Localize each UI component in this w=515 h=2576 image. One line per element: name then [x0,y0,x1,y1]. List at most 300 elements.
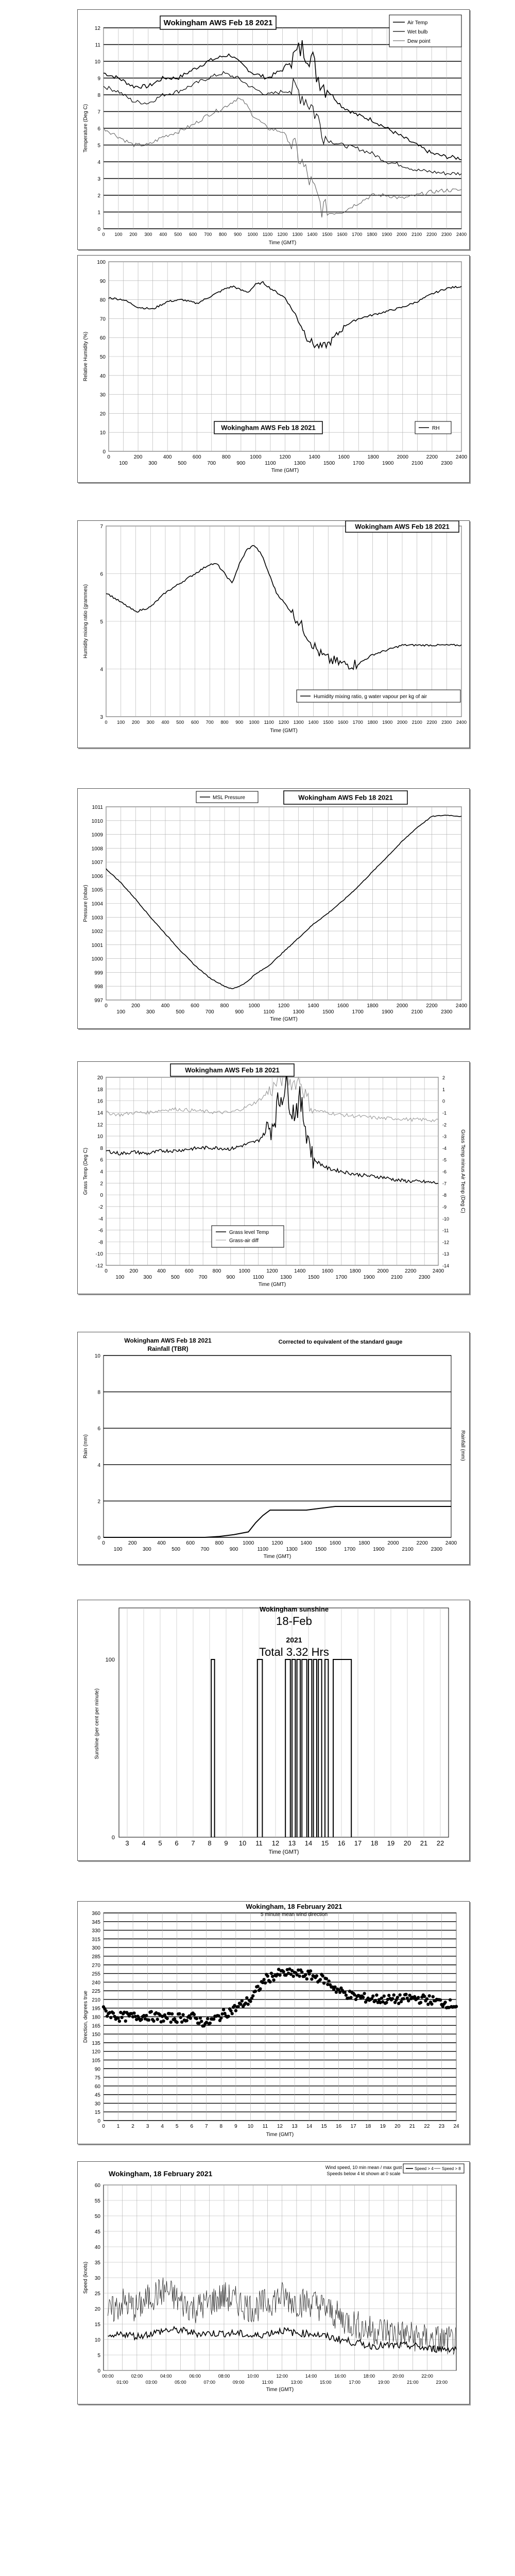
x-tick-label: 2400 [455,1003,468,1009]
chart-panel-wind-speed [77,2161,470,2404]
x-tick-label: 1700 [352,232,363,237]
x-tick-label: 17:00 [349,2380,360,2385]
y2-tick-label: -13 [442,1251,450,1257]
direction-point [121,2016,124,2019]
x-tick-label: 1500 [323,720,334,725]
direction-point [264,1981,267,1985]
x-tick-label: 12 [277,2124,283,2129]
x-tick-label: 400 [161,1003,170,1009]
x-tick-label: 10 [238,1839,247,1847]
y-axis-label: Rain (mm) [83,1434,89,1459]
y-tick-label: 270 [92,1962,100,1969]
x-tick-label: 18 [370,1839,379,1847]
y-tick-label: -8 [98,1240,103,1246]
direction-point [234,2009,237,2012]
x-tick-label: 800 [220,720,229,725]
x-tick-label: 21 [420,1839,428,1847]
x-tick-label: 2300 [441,720,452,725]
x-tick-label: 2300 [419,1275,431,1280]
x-tick-label: 23:00 [436,2380,448,2385]
x-tick-label: 2000 [397,454,408,460]
direction-point [383,1994,386,1997]
x-tick-label: 900 [226,1275,235,1280]
plot-border [119,1608,449,1837]
y-tick-label: 9 [97,76,100,82]
y-tick-label: 100 [97,260,106,265]
x-tick-label: 0 [102,2124,105,2129]
x-tick-label: 800 [219,232,227,237]
x-tick-label: 1700 [335,1275,347,1280]
chart-date: 18-Feb [276,1615,312,1628]
y-tick-label: 330 [92,1928,100,1934]
x-tick-label: 1600 [337,232,348,237]
y-tick-label: 0 [102,449,106,455]
x-tick-label: 2100 [411,1009,423,1015]
direction-point [199,2016,202,2020]
y2-tick-label: 0 [442,1098,445,1104]
x-tick-label: 600 [184,1268,194,1274]
y-axis-label: Sunshine (per cent per minute) [94,1688,100,1759]
chart-title: Wokingham AWS Feb 18 2021 [185,1066,280,1074]
x-tick-label: 1500 [308,1275,320,1280]
direction-point [105,2009,108,2012]
direction-point [398,1993,401,1996]
legend-label: Grass level Temp [229,1230,269,1235]
x-tick-label: 600 [191,720,199,725]
y-tick-label: -6 [98,1228,103,1234]
direction-point [222,2008,225,2011]
x-tick-label: 13 [288,1839,296,1847]
x-tick-label: 300 [146,720,154,725]
x-tick-label: 22 [436,1839,444,1847]
direction-point [169,2021,173,2024]
x-tick-label: 900 [235,720,244,725]
y-tick-label: 18 [97,1087,103,1093]
direction-point [170,2012,174,2015]
direction-point [145,2014,148,2017]
chart-panel-humidity [77,255,470,483]
y-tick-label: 2 [97,1499,100,1505]
x-tick-label: 600 [186,1540,195,1546]
direction-point [385,2001,388,2004]
x-tick-label: 100 [117,720,125,725]
direction-point [212,2018,215,2021]
direction-point [325,1977,328,1980]
x-tick-label: 1500 [315,1547,327,1552]
x-tick-label: 06:00 [189,2374,201,2379]
plot-area [83,260,468,473]
x-tick-label: 0 [107,454,110,460]
direction-point [392,1993,396,1996]
direction-point [227,2015,230,2018]
x-tick-label: 600 [191,1003,199,1009]
x-tick-label: 1100 [262,232,273,237]
x-tick-label: 09:00 [232,2380,245,2385]
x-tick-label: 2300 [441,232,452,237]
x-tick-label: 1700 [344,1547,356,1552]
direction-point [417,1996,420,1999]
x-tick-label: 1100 [265,461,276,466]
x-tick-label: 600 [189,232,197,237]
x-tick-label: 1 [116,2124,120,2129]
direction-point [272,1978,275,1981]
x-tick-label: 1200 [271,1540,283,1546]
legend-box [212,1226,284,1247]
x-tick-label: 1200 [277,232,288,237]
x-tick-label: 300 [146,1009,155,1015]
x-tick-label: 2300 [441,461,453,466]
direction-point [259,1987,262,1990]
y-tick-label: 12 [97,1122,103,1128]
x-tick-label: 2200 [416,1540,428,1546]
x-tick-label: 500 [176,1009,185,1015]
y-tick-label: 4 [97,1462,100,1468]
y-tick-label: 998 [94,984,103,990]
legend-label: Grass-air diff [229,1238,259,1244]
x-axis-label: Time (GMT) [271,468,299,473]
x-tick-label: 2000 [387,1540,399,1546]
y-tick-label: 1010 [91,818,103,824]
y-tick-label: 10 [94,1353,100,1359]
chart-total: Total 3.32 Hrs [259,1646,329,1658]
direction-point [206,2017,209,2020]
x-tick-label: 800 [212,1268,221,1274]
plot-area [83,1075,444,1287]
chart-note: Corrected to equivalent of the standard gauge [278,1339,403,1345]
x-tick-label: 13 [291,2124,298,2129]
x-axis-label: Time (GMT) [263,1554,291,1560]
x-axis-label: Time (GMT) [268,240,297,246]
direction-point [322,1981,325,1985]
x-tick-label: 1300 [292,232,303,237]
y-tick-label: 80 [99,297,106,303]
x-tick-label: 1700 [352,1009,364,1015]
x-tick-label: 300 [143,1275,152,1280]
x-tick-label: 2000 [397,232,407,237]
x-tick-label: 200 [129,232,138,237]
chart-title: Wokingham AWS Feb 18 2021 [355,522,450,531]
x-tick-label: 1300 [286,1547,298,1552]
direction-point [270,1972,273,1975]
y-tick-label: 100 [105,1657,115,1663]
y-tick-label: 1005 [91,887,103,893]
direction-point [430,2003,433,2006]
y-tick-label: 10 [94,59,100,65]
direction-point [268,1980,271,1984]
x-tick-label: 200 [128,1540,137,1546]
y2-tick-label: -11 [442,1228,449,1233]
x-tick-label: 2000 [396,1003,408,1009]
direction-point [363,1992,366,1995]
x-tick-label: 2100 [411,461,423,466]
x-tick-label: 1800 [367,720,378,725]
y-tick-label: 4 [97,160,100,165]
x-tick-label: 10 [247,2124,253,2129]
direction-point [245,1996,248,1999]
x-tick-label: 0 [102,232,105,237]
direction-point [321,1974,324,1977]
direction-point [152,2020,155,2023]
x-tick-label: 16 [337,1839,346,1847]
y-tick-label: 6 [100,571,103,578]
direction-point [112,2011,115,2014]
x-tick-label: 1400 [307,232,318,237]
x-tick-label: 15 [321,1839,329,1847]
legend [212,1226,284,1247]
x-tick-label: 600 [192,454,201,460]
x-tick-label: 1500 [323,461,335,466]
y-tick-label: 1009 [91,832,103,838]
direction-point [166,2017,169,2020]
y-tick-label: 20 [97,1075,103,1081]
x-tick-label: 20 [403,1839,411,1847]
y-tick-label: 8 [97,1389,100,1396]
direction-point [124,2020,127,2023]
x-tick-label: 100 [114,232,123,237]
direction-point [236,2005,239,2008]
x-tick-label: 8 [208,1839,212,1847]
x-tick-label: 1000 [247,232,258,237]
direction-point [181,2013,184,2016]
x-tick-label: 800 [215,1540,224,1546]
x-tick-label: 2200 [405,1268,417,1274]
chart-note-2: Speeds below 4 kt shown at 0 scale [327,2171,401,2176]
x-tick-label: 0 [105,1003,108,1009]
direction-point [307,1972,311,1975]
x-tick-label: 14 [304,1839,313,1847]
chart-title: Wokingham sunshine [259,1605,329,1613]
y-tick-label: 40 [94,2245,100,2250]
x-tick-label: 400 [157,1540,166,1546]
plot-area [83,805,468,1022]
y-tick-label: 195 [92,2006,100,2012]
y-tick-label: 12 [94,26,100,31]
direction-point [195,2017,198,2020]
x-tick-label: 12:00 [276,2374,288,2379]
x-tick-label: 2200 [426,232,437,237]
y2-tick-label: -1 [442,1110,447,1116]
y2-tick-label: -5 [442,1157,447,1163]
direction-point [200,2020,203,2023]
direction-point [423,1995,426,1998]
y-tick-label: 315 [92,1937,100,1943]
x-tick-label: 2200 [426,454,438,460]
x-tick-label: 11 [255,1839,263,1847]
y-tick-label: 1002 [91,929,103,935]
chart-title: Wokingham, 18 February 2021 [109,2170,213,2178]
x-tick-label: 9 [234,2124,237,2129]
chart-title: Wokingham AWS Feb 18 2021 [163,19,273,27]
direction-point [343,1991,346,1994]
direction-point [319,1978,322,1981]
y-tick-label: 0 [97,1535,100,1541]
x-tick-label: 200 [129,1268,139,1274]
x-tick-label: 500 [176,720,184,725]
x-tick-label: 1000 [249,720,260,725]
x-tick-label: 0 [102,1540,105,1546]
x-axis-label: Time (GMT) [258,1282,286,1287]
y-tick-label: 0 [111,1835,115,1841]
direction-point [362,1996,365,1999]
x-tick-label: 6 [175,1839,179,1847]
direction-point [239,2003,242,2006]
y-tick-label: -10 [95,1251,103,1258]
direction-point [219,2016,222,2020]
plot-area [83,26,467,246]
y-tick-label: 1003 [91,915,103,921]
direction-point [402,1997,405,2000]
x-tick-label: 700 [205,720,214,725]
y2-tick-label: -10 [442,1216,450,1222]
x-tick-label: 1800 [367,454,379,460]
x-axis-label: Time (GMT) [268,1849,299,1855]
legend [389,15,461,47]
y-tick-label: 345 [92,1919,100,1925]
x-tick-label: 900 [234,232,242,237]
direction-point [404,1993,407,1996]
y-tick-label: 4 [100,667,103,673]
y2-axis-label: Rainfall (mm) [460,1430,466,1461]
y-tick-label: 0 [97,2368,100,2374]
x-tick-label: 13:00 [290,2380,303,2385]
chart-subtitle: 5 minute mean wind direction [260,1912,328,1918]
x-tick-label: 1000 [250,454,262,460]
direction-point [109,2016,112,2019]
direction-point [241,1999,244,2003]
x-tick-label: 1200 [278,1003,290,1009]
direction-point [256,1985,260,1988]
x-tick-label: 200 [131,720,140,725]
x-tick-label: 900 [229,1547,238,1552]
x-tick-label: 16 [336,2124,342,2129]
x-tick-label: 14:00 [305,2374,317,2379]
x-tick-label: 8 [219,2124,223,2129]
y-tick-label: 0 [97,2119,100,2124]
legend-label: Speed > 4 [415,2166,434,2171]
y-tick-label: 10 [99,430,106,436]
x-tick-label: 21 [409,2124,415,2129]
x-tick-label: 1900 [382,1009,393,1015]
y-tick-label: 225 [92,1989,100,1995]
y-axis-label: Relative Humidity (%) [83,331,89,382]
chart-note-1: Wind speed, 10 min mean / max gust [325,2165,402,2170]
x-tick-label: 24 [453,2124,459,2129]
y-tick-label: -4 [98,1216,103,1222]
x-tick-label: 2400 [445,1540,457,1546]
x-tick-label: 300 [143,1547,151,1552]
chart-subtitle: Rainfall (TBR) [147,1345,188,1352]
x-tick-label: 19 [380,2124,386,2129]
direction-point [249,1999,252,2003]
x-tick-label: 900 [235,1009,244,1015]
x-tick-label: 07:00 [203,2380,216,2385]
y-tick-label: 60 [94,2083,100,2090]
x-tick-label: 11 [262,2124,268,2129]
legend [403,2164,464,2173]
x-tick-label: 200 [133,454,143,460]
y-tick-label: 60 [99,335,106,342]
y-tick-label: 165 [92,2023,100,2029]
x-tick-label: 5 [175,2124,179,2129]
direction-point [315,1974,318,1977]
direction-point [425,1997,428,2001]
y-tick-label: 1004 [91,901,103,907]
chart-panel-sunshine [77,1600,470,1861]
direction-point [162,2020,165,2023]
x-tick-label: 1800 [367,1003,379,1009]
y-tick-label: 6 [97,1426,100,1432]
y-tick-label: 1001 [91,942,103,948]
legend-label: Air Temp [407,20,428,26]
x-tick-label: 800 [221,454,231,460]
chart-panel-pressure [77,788,470,1029]
y-tick-label: 1006 [91,873,103,879]
direction-point [178,2012,181,2015]
x-tick-label: 7 [191,1839,195,1847]
x-tick-label: 100 [113,1547,123,1552]
chart-title: Wokingham AWS Feb 18 2021 [298,793,393,802]
chart-panel-wind-direction [77,1901,470,2144]
x-tick-label: 05:00 [175,2380,186,2385]
x-tick-label: 2400 [432,1268,444,1274]
x-tick-label: 500 [178,461,187,466]
y-tick-label: 5 [97,143,100,149]
x-tick-label: 16:00 [334,2374,346,2379]
x-tick-label: 2000 [397,720,408,725]
y-tick-label: 10 [97,1134,103,1140]
y2-tick-label: -2 [442,1122,447,1128]
y-tick-label: 360 [92,1911,100,1917]
x-tick-label: 100 [116,1009,126,1015]
x-tick-label: 1400 [300,1540,312,1546]
x-tick-label: 6 [190,2124,194,2129]
x-tick-label: 1900 [382,720,393,725]
x-tick-label: 18 [365,2124,371,2129]
y2-tick-label: -14 [442,1263,450,1268]
x-tick-label: 500 [174,232,182,237]
y-tick-label: 20 [94,2307,100,2312]
x-tick-label: 4 [142,1839,146,1847]
direction-point [327,1979,330,1982]
y2-tick-label: -7 [442,1181,447,1187]
direction-point [300,1971,303,1974]
x-tick-label: 14 [306,2124,313,2129]
x-tick-label: 2100 [402,1547,414,1552]
x-tick-label: 4 [161,2124,164,2129]
y-tick-label: 105 [92,2058,100,2064]
x-tick-label: 1600 [338,454,350,460]
x-tick-label: 2 [131,2124,134,2129]
chart-title: Wokingham AWS Feb 18 2021 [221,423,316,432]
direction-point [193,2013,196,2016]
y-tick-label: 16 [97,1098,103,1105]
x-tick-label: 1100 [263,1009,275,1015]
chart-panel-temperature [77,9,470,250]
x-tick-label: 1900 [363,1275,375,1280]
direction-point [387,1994,390,1997]
x-tick-label: 23 [438,2124,445,2129]
y-tick-label: 40 [99,373,106,379]
x-tick-label: 18:00 [363,2374,375,2379]
y-tick-label: -2 [98,1204,103,1210]
x-tick-label: 1700 [353,461,365,466]
direction-point [443,2001,447,2004]
x-tick-label: 100 [115,1275,125,1280]
y-tick-label: 10 [94,2337,100,2343]
x-tick-label: 2300 [441,1009,453,1015]
x-tick-label: 21:00 [407,2380,419,2385]
x-tick-label: 00:00 [102,2374,114,2379]
